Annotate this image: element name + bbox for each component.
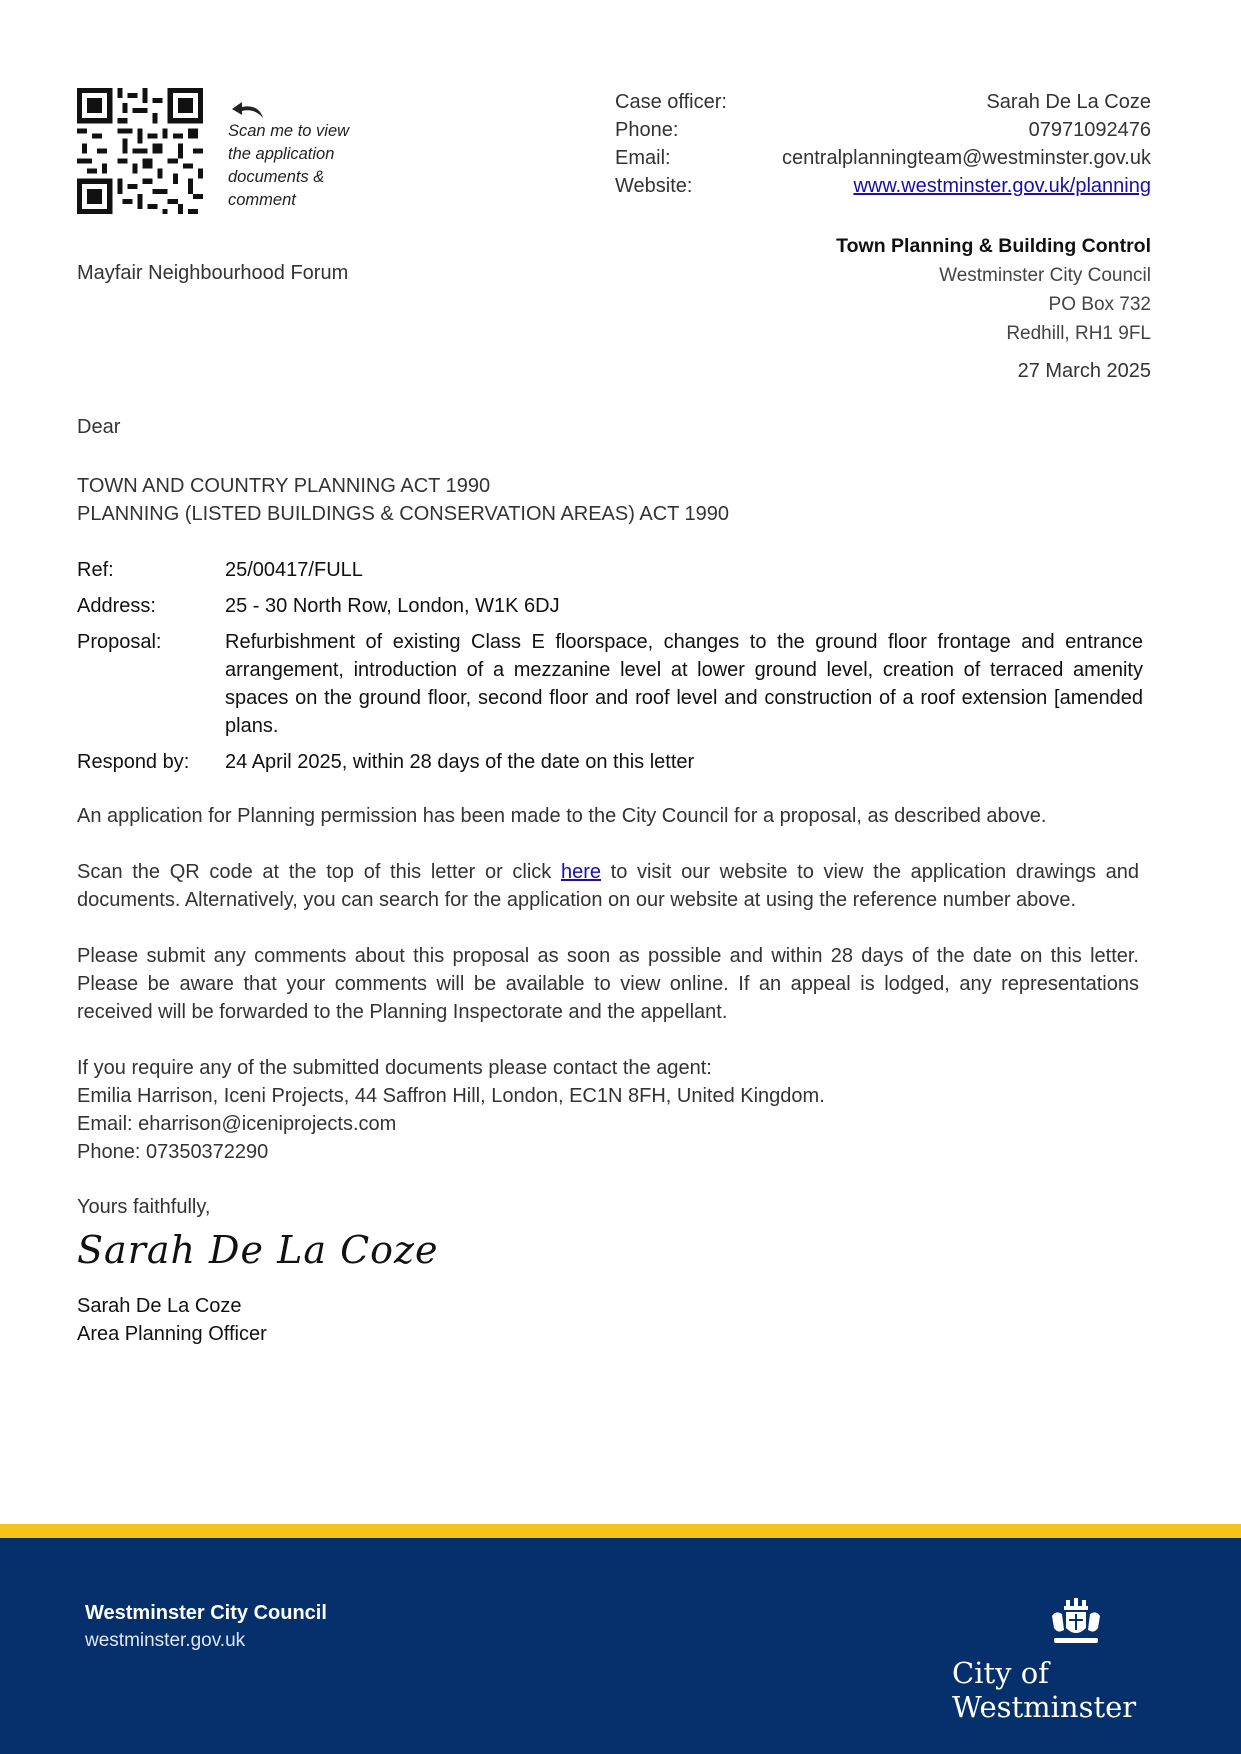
scan-hint-line: comment: [228, 191, 296, 209]
ref-label: Ref:: [77, 559, 114, 581]
address-label: Address:: [77, 595, 156, 617]
city-name: City of Westminster: [952, 1656, 1137, 1724]
respond-label: Respond by:: [77, 751, 190, 773]
footer-stripe: [0, 1524, 1241, 1538]
contact-row: [615, 88, 1151, 116]
agent-line: Emilia Harrison, Iceni Projects, 44 Saffron Hill, London, EC1N 8FH, United Kingdom.: [77, 1085, 825, 1107]
salutation: Dear: [77, 416, 121, 438]
address-value: 25 - 30 North Row, London, W1K 6DJ: [225, 595, 560, 617]
footer-website: westminster.gov.uk: [85, 1630, 246, 1651]
contact-label: Email:: [615, 147, 671, 169]
email-address: centralplanningteam@westminster.gov.uk: [781, 147, 1151, 169]
contact-label: Website:: [615, 175, 693, 197]
body-paragraph: Please submit any comments about this proposal as soon as possible and within 28 days of the date on this letter. Please be aware that your comments will be available to view online. If an appeal is lodged, any representations received will be forwarded to the Planning Inspectorate and the appellant.: [77, 945, 1139, 1023]
phone-number: 07971092476: [1028, 119, 1151, 141]
respond-value: 24 April 2025, within 28 days of the date on this letter: [225, 751, 695, 773]
contact-row: [615, 172, 1151, 200]
office-po-box: PO Box 732: [1048, 294, 1151, 315]
recipient: Mayfair Neighbourhood Forum: [77, 262, 349, 284]
act-line: TOWN AND COUNTRY PLANNING ACT 1990: [77, 475, 491, 497]
respond-row: [77, 748, 1143, 776]
scan-hint-line: documents &: [228, 168, 325, 186]
signatory-name: Sarah De La Coze: [77, 1295, 242, 1317]
proposal-row: [77, 628, 1143, 740]
contact-block: [615, 88, 1151, 200]
proposal-value: Refurbishment of existing Class E floorspace, changes to the ground floor frontage and entrance arrangement, introduction of a mezzanine level at lower ground level, creation of terraced amenity spaces on the ground floor, second floor and roof level and construction of a roof extension [amended plans.: [225, 631, 1143, 737]
here-link[interactable]: here: [560, 861, 601, 883]
contact-label: Phone:: [615, 119, 679, 141]
website-link[interactable]: www.westminster.gov.uk/planning: [853, 175, 1151, 197]
ref-value: 25/00417/FULL: [225, 559, 363, 581]
office-address: [836, 232, 1151, 348]
act-line: PLANNING (LISTED BUILDINGS & CONSERVATION AREAS) ACT 1990: [77, 503, 730, 525]
signatory-title: Area Planning Officer: [77, 1323, 267, 1345]
office-council: Westminster City Council: [939, 265, 1151, 286]
reference-table: [77, 556, 1143, 784]
letter-date: 27 March 2025: [1017, 360, 1151, 382]
agent-contact: [77, 1054, 1139, 1166]
office-org: Town Planning & Building Control: [836, 235, 1151, 257]
crest-icon: [1046, 1598, 1106, 1648]
scan-hint: [228, 98, 368, 212]
qr-code[interactable]: [77, 88, 203, 214]
agent-line: If you require any of the submitted documents please contact the agent:: [77, 1057, 712, 1079]
letter-body: [77, 802, 1139, 1194]
signatory: [77, 1292, 267, 1348]
p2-text: to visit our website to view the application drawings and documents. Alternatively, you can search for the application on our website at using the reference number above.: [77, 861, 1139, 911]
contact-row: [615, 144, 1151, 172]
address-row: [77, 592, 1143, 620]
curved-arrow-icon: [230, 98, 266, 120]
agent-line: Email: eharrison@iceniprojects.com: [77, 1113, 397, 1135]
ref-row: [77, 556, 1143, 584]
body-paragraph: An application for Planning permission has been made to the City Council for a proposal, as described above.: [77, 805, 1047, 827]
closing: Yours faithfully,: [77, 1196, 211, 1218]
body-paragraph: [77, 858, 1139, 914]
signature: Sarah De La Coze: [77, 1228, 439, 1272]
contact-label: Case officer:: [615, 91, 727, 113]
scan-hint-line: Scan me to view: [228, 122, 350, 140]
agent-line: Phone: 07350372290: [77, 1141, 269, 1163]
contact-row: [615, 116, 1151, 144]
acts-heading: [77, 472, 729, 528]
proposal-label: Proposal:: [77, 631, 162, 653]
scan-hint-line: the application: [228, 145, 335, 163]
footer-org-name: Westminster City Council: [85, 1602, 327, 1624]
office-town: Redhill, RH1 9FL: [1006, 323, 1151, 344]
p2-text: Scan the QR code at the top of this letter or click: [77, 861, 561, 883]
case-officer-name: Sarah De La Coze: [986, 91, 1151, 113]
